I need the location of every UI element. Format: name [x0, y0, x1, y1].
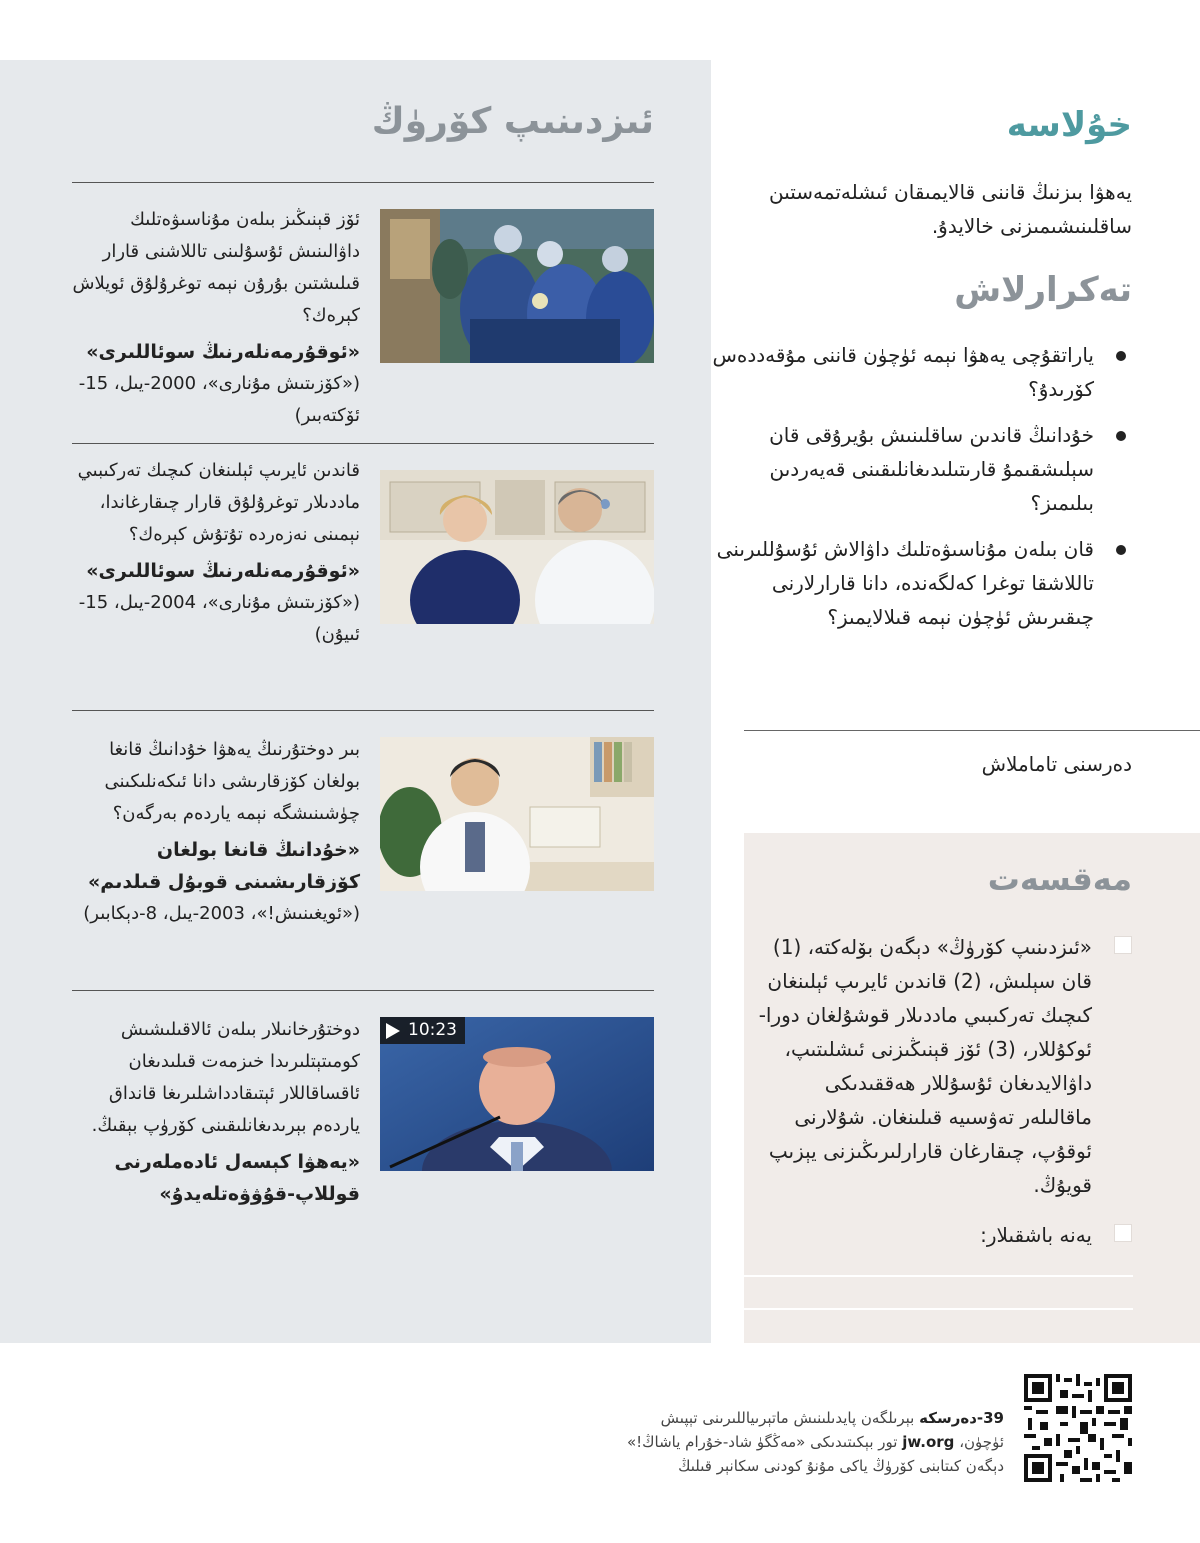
- article-link[interactable]: «ئوقۇرمەنلەرنىڭ سوئاللىرى»: [86, 560, 360, 582]
- source-reference: («ئويغىنىش!»، 2003-يىل، 8-دېكابىر): [83, 903, 360, 924]
- writing-line[interactable]: [744, 1275, 1133, 1277]
- explore-item-3: [72, 734, 360, 930]
- video-duration-badge[interactable]: [380, 1017, 465, 1044]
- writing-line[interactable]: [744, 1308, 1133, 1310]
- explore-item-1: [72, 204, 360, 432]
- divider: [72, 182, 654, 183]
- footer-line: دېگەن كىتابنى كۆرۈڭ ياكى مۇنۇ كودنى سكانېر قىلىڭ: [678, 1457, 1004, 1475]
- goal-item: [747, 1218, 1132, 1252]
- explore-title: ئىزدىنىپ كۆرۈڭ: [371, 101, 654, 142]
- review-question: ياراتقۇچى يەھۋا نېمە ئۈچۈن قاننى مۇقەددەس كۆرىدۇ؟: [712, 338, 1132, 406]
- review-list: [712, 338, 1132, 646]
- complete-lesson-label: دەرسنى تاماملاش: [981, 752, 1132, 776]
- video-link[interactable]: «يەھۋا كېسەل ئادەملەرنى قوللاپ-قۇۋۋەتلەيدۇ»: [114, 1151, 360, 1205]
- article-link[interactable]: «خۇدانىڭ قانغا بولغان كۆزقارىشىنى قوبۇل قىلدىم»: [88, 839, 360, 893]
- source-reference: («كۆزىتىش مۇنارى»، 2004-يىل، 15-ئىيۇن): [78, 592, 360, 645]
- footer-line: بېرىلگەن پايدىلىنىش ماتېرىياللىرىنى تېپىش: [660, 1409, 915, 1427]
- footer-line: تور بېكىتىدىكى «مەڭگۈ شاد-خۇرام ياشاڭ!»: [626, 1433, 898, 1451]
- review-title: تەكرارلاش: [954, 270, 1132, 310]
- goal-title: مەقسەت: [987, 860, 1132, 898]
- doctor-portrait-photo: [380, 737, 654, 891]
- explore-item-2: [72, 455, 360, 651]
- footer-text: [444, 1406, 1004, 1478]
- doctor-consultation-photo: [380, 470, 654, 624]
- summary-text: يەھۋا بىزنىڭ قاننى قالايمىقان ئىشلەتمەستىن ساقلىنىشىمىزنى خالايدۇ.: [769, 180, 1132, 238]
- site-link[interactable]: jw.org: [902, 1433, 955, 1451]
- explore-question: ئۆز قېنىڭىز بىلەن مۇناسىۋەتلىك داۋالىنىش ئۇسۇلىنى تاللاشنى قارار قىلىشتىن بۇرۇن نېمە توغرۇلۇق ئويلاش كېرەك؟: [72, 209, 360, 326]
- video-duration: 10:23: [408, 1020, 457, 1040]
- checkbox[interactable]: [1114, 936, 1132, 954]
- explore-question: قاندىن ئايرىپ ئېلىنغان كىچىك تەركىبىي ماددىلار توغرۇلۇق قارار چىقارغاندا، نېمىنى نەزەردە تۇتۇش كېرەك؟: [77, 460, 360, 545]
- play-icon: [386, 1023, 400, 1039]
- goal-text: يەنە باشقىلار:: [980, 1223, 1092, 1247]
- divider: [72, 990, 654, 991]
- explore-question: بىر دوختۇرنىڭ يەھۋا خۇدانىڭ قانغا بولغان كۆزقارىشى دانا ئىكەنلىكىنى چۈشىنىشگە نېمە ياردەم بەرگەن؟: [104, 739, 360, 824]
- explore-question: دوختۇرخانىلار بىلەن ئالاقىلىشىش كومىتېتلىرىدا خىزمەت قىلىدىغان ئاقساقاللار ئېتىقادداشلىرىغا قانداق ياردەم بېرىدىغانلىقىنى كۆرۈپ بېقىڭ.: [91, 1019, 360, 1136]
- lesson-label: 39-دەرسكە: [919, 1409, 1004, 1427]
- footer-line: ئۈچۈن،: [959, 1433, 1004, 1451]
- checkbox[interactable]: [1114, 1224, 1132, 1242]
- divider: [72, 710, 654, 711]
- explore-item-4: [72, 1014, 360, 1210]
- surgery-photo: [380, 209, 654, 363]
- divider: [744, 730, 1200, 731]
- review-question: قان بىلەن مۇناسىۋەتلىك داۋالاش ئۇسۇللىرىنى تاللاشقا توغرا كەلگەندە، دانا قارارلارنى چىقىرىش ئۈچۈن نېمە قىلالايمىز؟: [712, 532, 1132, 634]
- source-reference: («كۆزىتىش مۇنارى»، 2000-يىل، 15-ئۆكتەبىر): [78, 373, 360, 426]
- goal-text: «ئىزدىنىپ كۆرۈڭ» دېگەن بۆلەكتە، (1) قان سېلىش، (2) قاندىن ئايرىپ ئېلىنغان كىچىك تەركىبىي ماددىلار قوشۇلغان دورا-ئوكۇللار، (3) ئۆز قېنىڭىزنى ئىشلىتىپ، داۋالايدىغان ئۇسۇللار ھەققىدىكى ماقالىلەر تەۋسىيە قىلىنغان. شۇلارنى ئوقۇپ، چىقارغان قارارلىرىڭىزنى يېزىپ قويۇڭ.: [758, 935, 1092, 1197]
- qr-code-icon[interactable]: [1024, 1374, 1132, 1482]
- goal-item: [747, 930, 1132, 1202]
- review-question: خۇدانىڭ قاندىن ساقلىنىش بۇيرۇقى قان سېلىشقىمۇ قارىتىلىدىغانلىقىنى قەيەردىن بىلىمىز؟: [712, 418, 1132, 520]
- summary-title: خۇلاسە: [1006, 105, 1132, 145]
- article-link[interactable]: «ئوقۇرمەنلەرنىڭ سوئاللىرى»: [86, 341, 360, 363]
- divider: [72, 443, 654, 444]
